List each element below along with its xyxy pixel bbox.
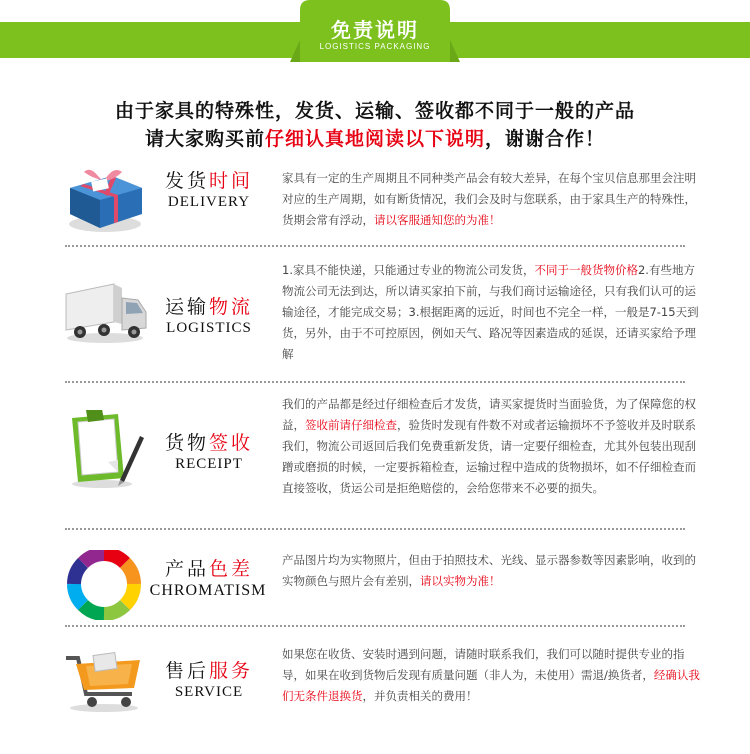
section-title-zh: 货物签收 (164, 432, 254, 454)
section-description: 1.家具不能快递，只能通过专业的物流公司发货，不同于一般货物价格2.有些地方物流公司无法到达，所以请买家拍下前，与我们商讨运输途径，只有我们认可的运输途径，才能完成交易；3.根据距离的远近，时间也不完全一样，一般是7-15天到货，另外，由于不可控原因，例如天气、路况等因素造成的延误，还请买家给予理解 (282, 263, 699, 361)
banner-subtitle: LOGISTICS PACKAGING (319, 42, 431, 51)
section-title-en: SERVICE (174, 684, 244, 700)
banner-tab (290, 0, 460, 62)
banner-title: 免责说明 (331, 18, 419, 42)
section-description: 我们的产品都是经过仔细检查后才发货，请买家提货时当面验货，为了保障您的权益，签收前请仔细检查，验货时发现有件数不对或者运输损坏不予签收并及时联系我们，物流公司返回后我们免费重新发货，请一定要仔细检查，尤其外包装出现刮蹭或磨损的时候，一定要拆箱检查，运输过程中造成的货物损坏，如不仔细检查而直接签收，货运公司是拒绝赔偿的，会给您带来不必要的损失。 (282, 397, 696, 495)
section-title-zh: 运输物流 (164, 296, 254, 318)
divider (65, 245, 685, 247)
section-description: 产品图片均为实物照片，但由于拍照技术、光线、显示器参数等因素影响，收到的实物颜色与照片会有差别，请以实物为准！ (282, 553, 696, 588)
headline-highlight: 仔细认真地阅读以下说明 (264, 128, 485, 150)
header-banner (0, 0, 750, 62)
section-title-zh: 产品色差 (164, 558, 254, 580)
headline-line-2 (0, 124, 750, 151)
clipboard-icon (62, 410, 148, 490)
divider (65, 528, 685, 530)
divider (65, 381, 685, 383)
section-title-zh: 售后服务 (164, 660, 254, 682)
shopping-cart-icon (62, 644, 148, 714)
section-description: 如果您在收货、安装时遇到问题，请随时联系我们，我们可以随时提供专业的指导，如果在收到货物后发现有质量问题（非人为，未使用）需退/换货者，经确认我们无条件退换货，并负责相关的费用！ (282, 647, 700, 703)
truck-icon (62, 276, 148, 346)
headline-line-1: 由于家具的特殊性，发货、运输、签收都不同于一般的产品 (114, 100, 635, 122)
headline-post: ，谢谢合作！ (485, 128, 606, 150)
section-title-en: LOGISTICS (166, 320, 252, 336)
section-title-en: RECEIPT (175, 456, 243, 472)
headline-pre: 请大家购买前 (144, 128, 265, 150)
gift-box-icon (62, 166, 148, 236)
section-title-en: CHROMATISM (149, 582, 267, 599)
section-title-en: DELIVERY (167, 194, 251, 210)
color-wheel-icon (66, 550, 146, 620)
divider (65, 625, 685, 627)
section-description: 家具有一定的生产周期且不同种类产品会有较大差异，在每个宝贝信息那里会注明对应的生产周期，如有断货情况，我们会及时与您联系，由于家具生产的特殊性，货期会常有浮动，请以客服通知您的为准！ (282, 171, 696, 227)
section-title-zh: 发货时间 (164, 170, 254, 192)
